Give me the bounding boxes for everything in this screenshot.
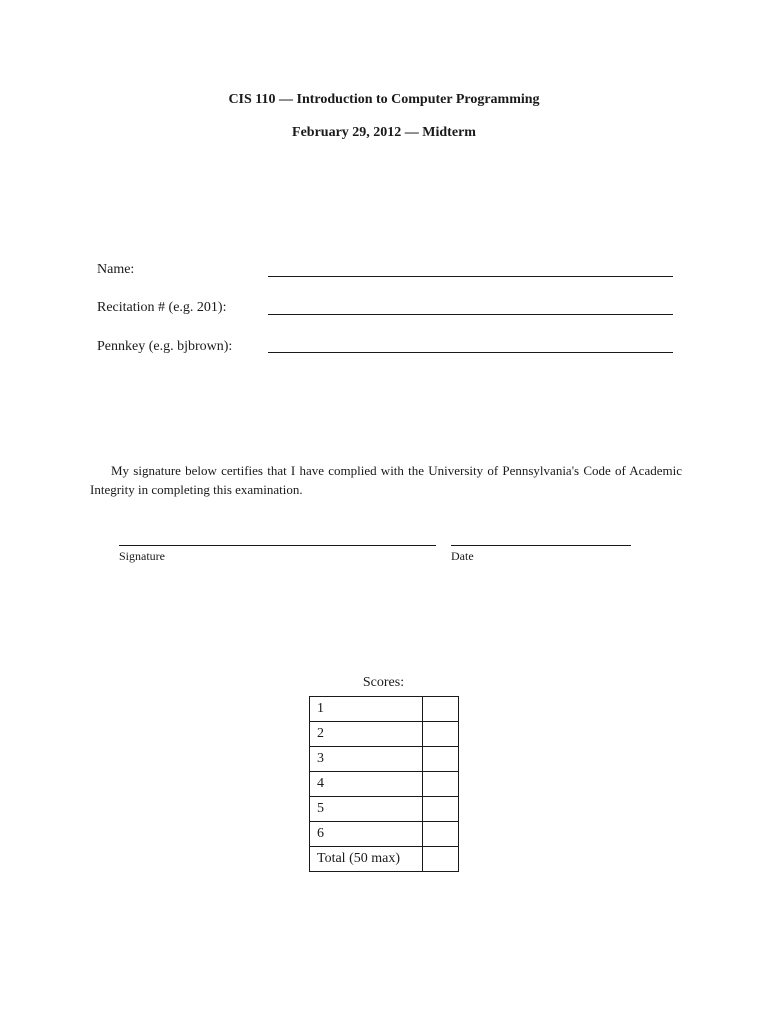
score-total-label: Total (50 max) — [310, 847, 423, 872]
date-label: Date — [451, 549, 474, 563]
score-row — [310, 797, 459, 822]
score-row-label: 4 — [310, 772, 423, 797]
scores-title: Scores: — [362, 675, 405, 690]
score-row-label: 2 — [310, 722, 423, 747]
pennkey-field[interactable] — [268, 352, 673, 353]
signature-label: Signature — [119, 549, 165, 563]
page-title: CIS 110 — Introduction to Computer Programming — [228, 92, 540, 107]
score-cell[interactable] — [423, 747, 459, 772]
score-row-label: 5 — [310, 797, 423, 822]
score-row — [310, 747, 459, 772]
signature-field[interactable] — [119, 545, 436, 546]
page-subtitle: February 29, 2012 — Midterm — [292, 125, 476, 140]
score-cell[interactable] — [423, 822, 459, 847]
score-cell[interactable] — [423, 722, 459, 747]
score-row — [310, 772, 459, 797]
score-row-label: 6 — [310, 822, 423, 847]
score-row — [310, 697, 459, 722]
date-field[interactable] — [451, 545, 631, 546]
score-total-row — [310, 847, 459, 872]
recitation-field[interactable] — [268, 314, 673, 315]
score-total-cell[interactable] — [423, 847, 459, 872]
score-cell[interactable] — [423, 797, 459, 822]
name-field[interactable] — [268, 276, 673, 277]
scores-table — [309, 696, 459, 872]
score-cell[interactable] — [423, 697, 459, 722]
pennkey-label: Pennkey (e.g. bjbrown): — [97, 339, 233, 354]
score-row — [310, 822, 459, 847]
score-cell[interactable] — [423, 772, 459, 797]
certification-statement: My signature below certifies that I have complied with the University of Pennsylvania's Code of Academic Integrity in completing this examination. — [90, 463, 682, 497]
score-row-label: 1 — [310, 697, 423, 722]
recitation-label: Recitation # (e.g. 201): — [97, 300, 227, 315]
name-label: Name: — [97, 262, 135, 277]
score-row — [310, 722, 459, 747]
score-row-label: 3 — [310, 747, 423, 772]
